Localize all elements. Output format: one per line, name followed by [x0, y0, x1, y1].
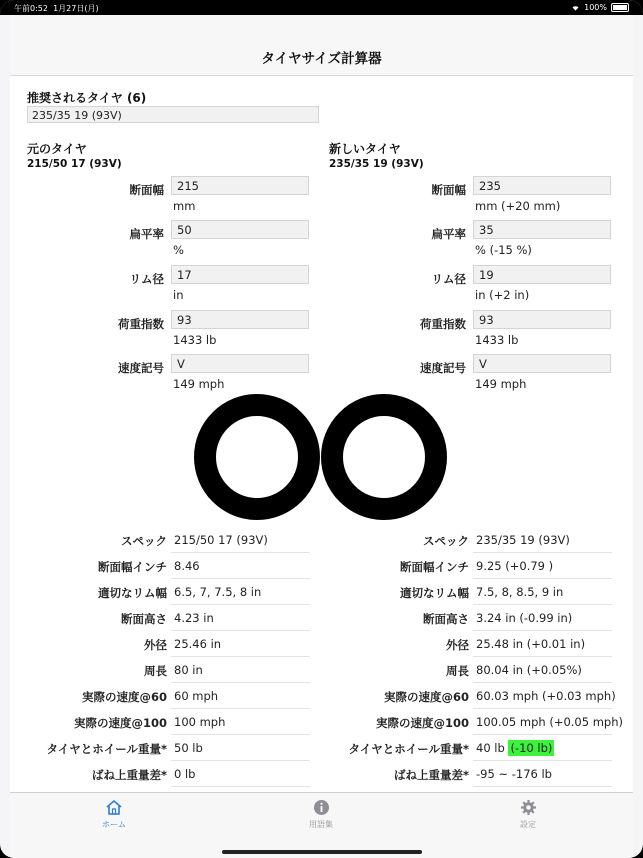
new-aspect-input[interactable]: 35 — [473, 220, 611, 239]
spec-label: 断面幅インチ — [400, 560, 469, 574]
weight-diff-badge: (-10 lb) — [510, 741, 553, 755]
spec-label: 断面高さ — [423, 612, 469, 626]
spec-value: 3.24 in (-0.99 in) — [476, 611, 573, 625]
original-speed-field — [30, 354, 330, 398]
spec-row — [334, 605, 633, 631]
spec-value: 4.23 in — [174, 611, 214, 625]
home-icon — [105, 799, 123, 816]
new-aspect-field — [332, 220, 632, 264]
new-width-input[interactable]: 235 — [473, 176, 611, 195]
spec-label: 適切なリム幅 — [400, 586, 469, 600]
new-load-input[interactable]: 93 — [473, 310, 611, 329]
spec-value: 8.46 — [174, 559, 200, 573]
new-speed-input[interactable]: V — [473, 354, 611, 373]
field-label: 速度記号 — [420, 361, 466, 375]
field-label: 扁平率 — [129, 227, 164, 241]
recommended-title: 推奨されるタイヤ (6) — [27, 91, 147, 105]
page-title: タイヤサイズ計算器 — [261, 51, 382, 67]
spec-label: 実際の速度@60 — [383, 690, 469, 704]
field-label: リム径 — [129, 272, 164, 286]
field-label: 荷重指数 — [118, 317, 164, 331]
spec-row — [32, 631, 337, 657]
wifi-icon — [571, 5, 580, 11]
spec-row — [32, 553, 337, 579]
spec-row — [32, 605, 337, 631]
original-rim-input[interactable]: 17 — [171, 265, 309, 284]
spec-value: 60.03 mph (+0.03 mph) — [476, 689, 616, 703]
spec-value: 100 mph — [174, 715, 226, 729]
spec-row — [334, 657, 633, 683]
new-speed-field — [332, 354, 632, 398]
original-width-input[interactable]: 215 — [171, 176, 309, 195]
field-label: 断面幅 — [431, 183, 466, 197]
spec-value: 100.05 mph (+0.05 mph) — [476, 715, 624, 729]
recommended-tire-select[interactable]: 235/35 19 (93V) — [27, 106, 319, 123]
field-label: 荷重指数 — [420, 317, 466, 331]
new-load-field — [332, 310, 632, 354]
field-unit: 1433 lb — [173, 333, 217, 347]
spec-label: スペック — [121, 534, 167, 548]
new-tire-title: 新しいタイヤ — [329, 142, 401, 156]
spec-label: ばね上重量差* — [393, 768, 469, 782]
field-label: 速度記号 — [118, 361, 164, 375]
new-width-field — [332, 176, 632, 220]
spec-row — [334, 527, 633, 553]
new-tire-header — [329, 140, 424, 170]
field-unit: % — [173, 243, 184, 257]
field-label: リム径 — [431, 272, 466, 286]
spec-row — [334, 735, 633, 761]
spec-row — [334, 761, 633, 787]
battery-percent: 100% — [584, 3, 607, 12]
field-label: 断面幅 — [129, 183, 164, 197]
field-unit: % (-15 %) — [475, 243, 532, 257]
spec-label: 実際の速度@100 — [73, 716, 167, 730]
original-load-field — [30, 310, 330, 354]
original-aspect-input[interactable]: 50 — [171, 220, 309, 239]
spec-row — [32, 709, 337, 735]
spec-value: 25.46 in — [174, 637, 222, 651]
main-content[interactable] — [10, 76, 633, 792]
field-unit: mm (+20 mm) — [475, 199, 561, 213]
spec-label: 実際の速度@100 — [375, 716, 469, 730]
field-unit: in (+2 in) — [475, 288, 530, 302]
spec-label: 周長 — [446, 664, 469, 678]
spec-value: 50 lb — [174, 741, 203, 755]
gear-icon — [520, 799, 537, 816]
spec-label: 実際の速度@60 — [81, 690, 167, 704]
nav-bar — [10, 15, 633, 76]
spec-label: 外径 — [446, 638, 469, 652]
spec-label: 適切なリム幅 — [98, 586, 167, 600]
info-icon — [313, 799, 330, 816]
tab-bar — [10, 792, 633, 858]
battery-icon — [611, 3, 629, 12]
spec-row — [334, 709, 633, 735]
spec-value: -95 ~ -176 lb — [476, 767, 552, 781]
spec-label: タイヤとホイール重量* — [348, 742, 469, 756]
tab-settings[interactable] — [488, 799, 568, 830]
spec-value: 0 lb — [174, 767, 196, 781]
status-bar — [0, 0, 643, 15]
spec-row — [32, 735, 337, 761]
spec-label: 周長 — [144, 664, 167, 678]
tab-home[interactable] — [74, 799, 154, 830]
spec-value: 25.48 in (+0.01 in) — [476, 637, 586, 651]
field-unit: in — [173, 288, 184, 302]
spec-row — [32, 761, 337, 787]
original-tire-header — [27, 140, 122, 170]
spec-label: 外径 — [144, 638, 167, 652]
original-load-input[interactable]: 93 — [171, 310, 309, 329]
spec-row — [32, 527, 337, 553]
spec-row — [334, 683, 633, 709]
field-unit: 1433 lb — [475, 333, 519, 347]
spec-value: 6.5, 7, 7.5, 8 in — [174, 585, 262, 599]
new-tire-diagram — [321, 394, 447, 520]
status-right — [571, 3, 629, 12]
spec-value: 9.25 (+0.79 ) — [476, 559, 554, 573]
spec-row — [334, 553, 633, 579]
spec-row — [32, 683, 337, 709]
new-tire-size: 235/35 19 (93V) — [329, 158, 424, 170]
new-rim-field — [332, 265, 632, 309]
tab-label: ホーム — [102, 820, 126, 829]
original-speed-input[interactable]: V — [171, 354, 309, 373]
spec-value: 7.5, 8, 8.5, 9 in — [476, 585, 564, 599]
status-time: 午前0:52 1月27日(月) — [14, 4, 99, 13]
tab-label: 用語集 — [309, 820, 333, 829]
spec-value: 60 mph — [174, 689, 219, 703]
original-aspect-field — [30, 220, 330, 264]
spec-row — [32, 579, 337, 605]
home-indicator[interactable] — [222, 850, 422, 854]
spec-value: 215/50 17 (93V) — [174, 533, 268, 547]
spec-row — [334, 631, 633, 657]
field-unit: 149 mph — [173, 377, 225, 391]
original-width-field — [30, 176, 330, 220]
field-label: 扁平率 — [431, 227, 466, 241]
spec-row — [32, 657, 337, 683]
original-rim-field — [30, 265, 330, 309]
spec-label: タイヤとホイール重量* — [46, 742, 167, 756]
spec-value: 235/35 19 (93V) — [476, 533, 570, 547]
spec-label: 断面幅インチ — [98, 560, 167, 574]
original-tire-size: 215/50 17 (93V) — [27, 158, 122, 170]
weight-value: 40 lb — [476, 741, 509, 755]
tab-label: 設定 — [520, 820, 536, 829]
original-tire-title: 元のタイヤ — [27, 142, 87, 156]
spec-row — [334, 579, 633, 605]
spec-label: 断面高さ — [121, 612, 167, 626]
spec-value: 80 in — [174, 663, 203, 677]
spec-value: 80.04 in (+0.05%) — [476, 663, 582, 677]
spec-value — [476, 741, 554, 755]
new-rim-input[interactable]: 19 — [473, 265, 611, 284]
tab-glossary[interactable] — [281, 799, 361, 830]
field-unit: 149 mph — [475, 377, 527, 391]
spec-label: スペック — [423, 534, 469, 548]
field-unit: mm — [173, 199, 196, 213]
spec-label: ばね上重量差* — [91, 768, 167, 782]
original-tire-diagram — [194, 394, 320, 520]
